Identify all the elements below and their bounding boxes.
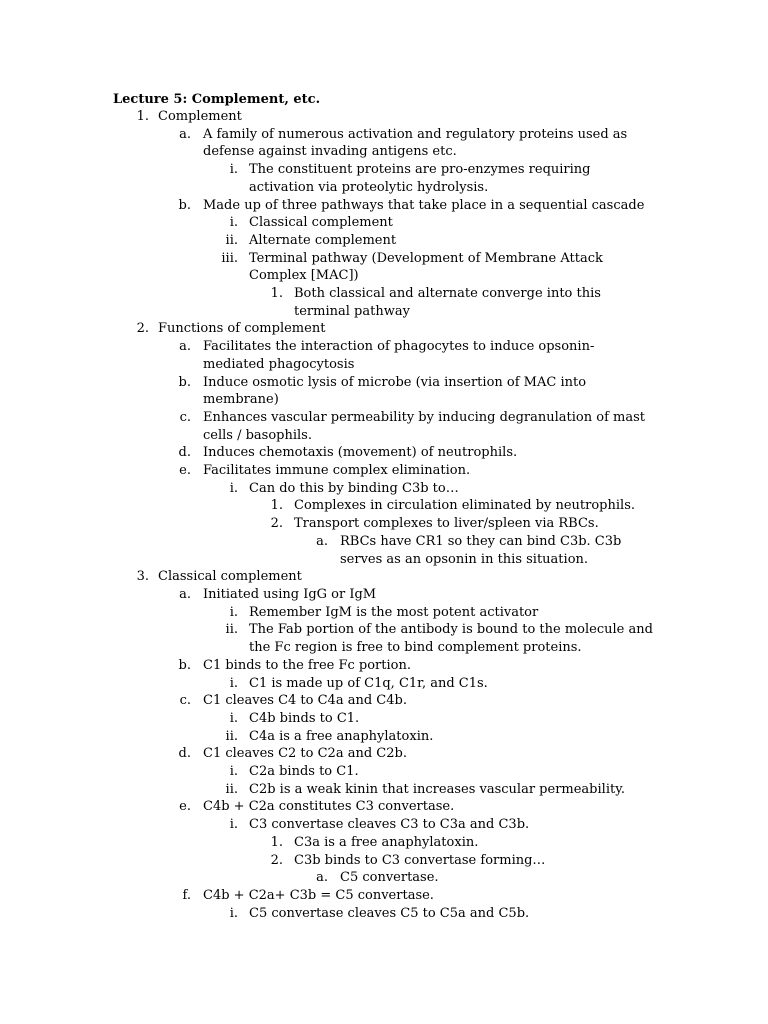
outline-item-marker: b. [178,374,191,390]
outline-item-marker: c. [179,409,191,425]
outline-item-marker: ii. [225,728,238,744]
outline-item [0,604,768,622]
outline-item-text: C4a is a free anaphylatoxin. [249,728,434,744]
outline-item [0,798,768,816]
outline-item [0,887,768,905]
outline-item-text: Transport complexes to liver/spleen via RBCs. [294,516,599,532]
outline-item-marker: i. [229,215,238,231]
outline-item [0,409,768,444]
outline-item-text: The Fab portion of the antibody is bound to the molecule and the Fc region is free to bind complement proteins. [249,622,653,656]
outline-item [0,533,768,568]
outline-item [0,692,768,710]
outline-item [0,728,768,746]
outline-item [0,320,768,338]
outline-item [0,480,768,498]
outline-item-marker: a. [179,586,191,602]
outline-item [0,232,768,250]
outline-item [0,781,768,799]
outline-item-marker: ii. [225,781,238,797]
outline-item-marker: a. [179,126,191,142]
outline-item-marker: 1. [270,834,283,850]
outline-item-text: C4b binds to C1. [249,710,360,726]
outline-item [0,250,768,285]
outline-item-marker: 1. [270,286,283,302]
outline-item-text: Alternate complement [249,232,397,248]
outline-item-marker: a. [179,339,191,355]
outline-list [0,108,768,922]
outline-item-marker: i. [229,162,238,178]
outline-item-marker: b. [178,657,191,673]
outline-item [0,338,768,373]
outline-item-marker: e. [179,799,191,815]
outline-item-marker: 3. [136,569,149,585]
outline-item-marker: i. [229,604,238,620]
outline-item-text: C2b is a weak kinin that increases vascular permeability. [249,781,625,797]
outline-item [0,197,768,215]
outline-item [0,444,768,462]
outline-item [0,126,768,161]
outline-item-text: C1 is made up of C1q, C1r, and C1s. [249,675,488,691]
outline-item-text: C2a binds to C1. [249,764,359,780]
outline-item-text: A family of numerous activation and regulatory proteins used as defense against invading antigens etc. [203,126,628,160]
outline-item-marker: i. [229,905,238,921]
outline-item-marker: d. [178,445,191,461]
outline-item-text: C1 cleaves C2 to C2a and C2b. [203,746,407,762]
outline-item [0,568,768,586]
outline-item-marker: iii. [221,250,238,266]
outline-item-text: Can do this by binding C3b to… [249,480,459,496]
outline-item-text: Terminal pathway (Development of Membrane Attack Complex [MAC]) [249,250,603,284]
outline-item-marker: 2. [270,852,283,868]
outline-item-marker: i. [229,675,238,691]
outline-item-text: Remember IgM is the most potent activator [249,604,539,620]
outline-item-marker: i. [229,710,238,726]
outline-item-text: C1 binds to the free Fc portion. [203,657,411,673]
outline-item-text: C5 convertase. [340,870,439,886]
outline-item [0,869,768,887]
outline-item-text: Facilitates immune complex elimination. [203,463,471,479]
outline-item [0,852,768,870]
outline-item-text: Made up of three pathways that take place in a sequential cascade [203,197,645,213]
outline-item-marker: ii. [225,622,238,638]
outline-item-text: Induce osmotic lysis of microbe (via insertion of MAC into membrane) [203,374,587,408]
outline-item [0,816,768,834]
outline-item [0,745,768,763]
outline-item [0,675,768,693]
outline-item [0,374,768,409]
outline-item-text: C4b + C2a constitutes C3 convertase. [203,799,455,815]
outline-item [0,657,768,675]
outline-item-text: The constituent proteins are pro-enzymes requiring activation via proteolytic hydrolysis. [249,162,591,195]
outline-item [0,763,768,781]
outline-item-marker: d. [178,746,191,762]
outline-item [0,586,768,604]
outline-item [0,497,768,515]
outline-item-text: Facilitates the interaction of phagocytes to induce opsonin-mediated phagocytosis [203,339,595,372]
outline-item-text: C3a is a free anaphylatoxin. [294,834,479,850]
outline-item-marker: a. [316,533,328,549]
outline-item [0,161,768,196]
outline-item-text: Enhances vascular permeability by inducing degranulation of mast cells / basophils. [203,409,646,443]
outline-item-text: C3 convertase cleaves C3 to C3a and C3b. [249,817,530,833]
outline-item-text: Functions of complement [158,321,326,337]
outline-item-text: C1 cleaves C4 to C4a and C4b. [203,693,407,709]
outline-item-marker: 2. [270,516,283,532]
outline-item-text: Induces chemotaxis (movement) of neutrophils. [203,445,518,461]
outline-item [0,285,768,320]
outline-item-text: C4b + C2a+ C3b = C5 convertase. [203,887,434,903]
outline-item-text: Initiated using IgG or IgM [203,586,377,602]
outline-item-text: Both classical and alternate converge into this terminal pathway [294,286,601,319]
outline-item-text: Classical complement [249,215,393,231]
outline-item [0,834,768,852]
outline-item-text: C5 convertase cleaves C5 to C5a and C5b. [249,905,530,921]
outline-item-text: Classical complement [158,569,302,585]
outline-item-marker: 1. [136,109,149,124]
outline-item-text: RBCs have CR1 so they can bind C3b. C3b serves as an opsonin in this situation. [340,533,622,567]
outline-item-marker: c. [179,693,191,709]
outline-item-text: C3b binds to C3 convertase forming… [294,852,546,868]
outline-item [0,214,768,232]
outline-item-marker: 1. [270,498,283,514]
outline-item-marker: ii. [225,232,238,248]
outline-item-marker: 2. [136,321,149,337]
outline-item-text: Complement [158,109,242,124]
outline-item-marker: f. [182,887,191,903]
outline-item [0,462,768,480]
outline-item-marker: i. [229,817,238,833]
outline-item-marker: e. [179,463,191,479]
outline-item [0,108,768,126]
outline-item [0,905,768,923]
outline-item-marker: b. [178,197,191,213]
outline-item-marker: a. [316,870,328,886]
document-title: Lecture 5: Complement, etc. [113,92,321,107]
outline-item [0,710,768,728]
outline-item [0,515,768,533]
outline-item [0,621,768,656]
outline-item-text: Complexes in circulation eliminated by neutrophils. [294,498,635,514]
outline-item-marker: i. [229,764,238,780]
outline-item-marker: i. [229,480,238,496]
